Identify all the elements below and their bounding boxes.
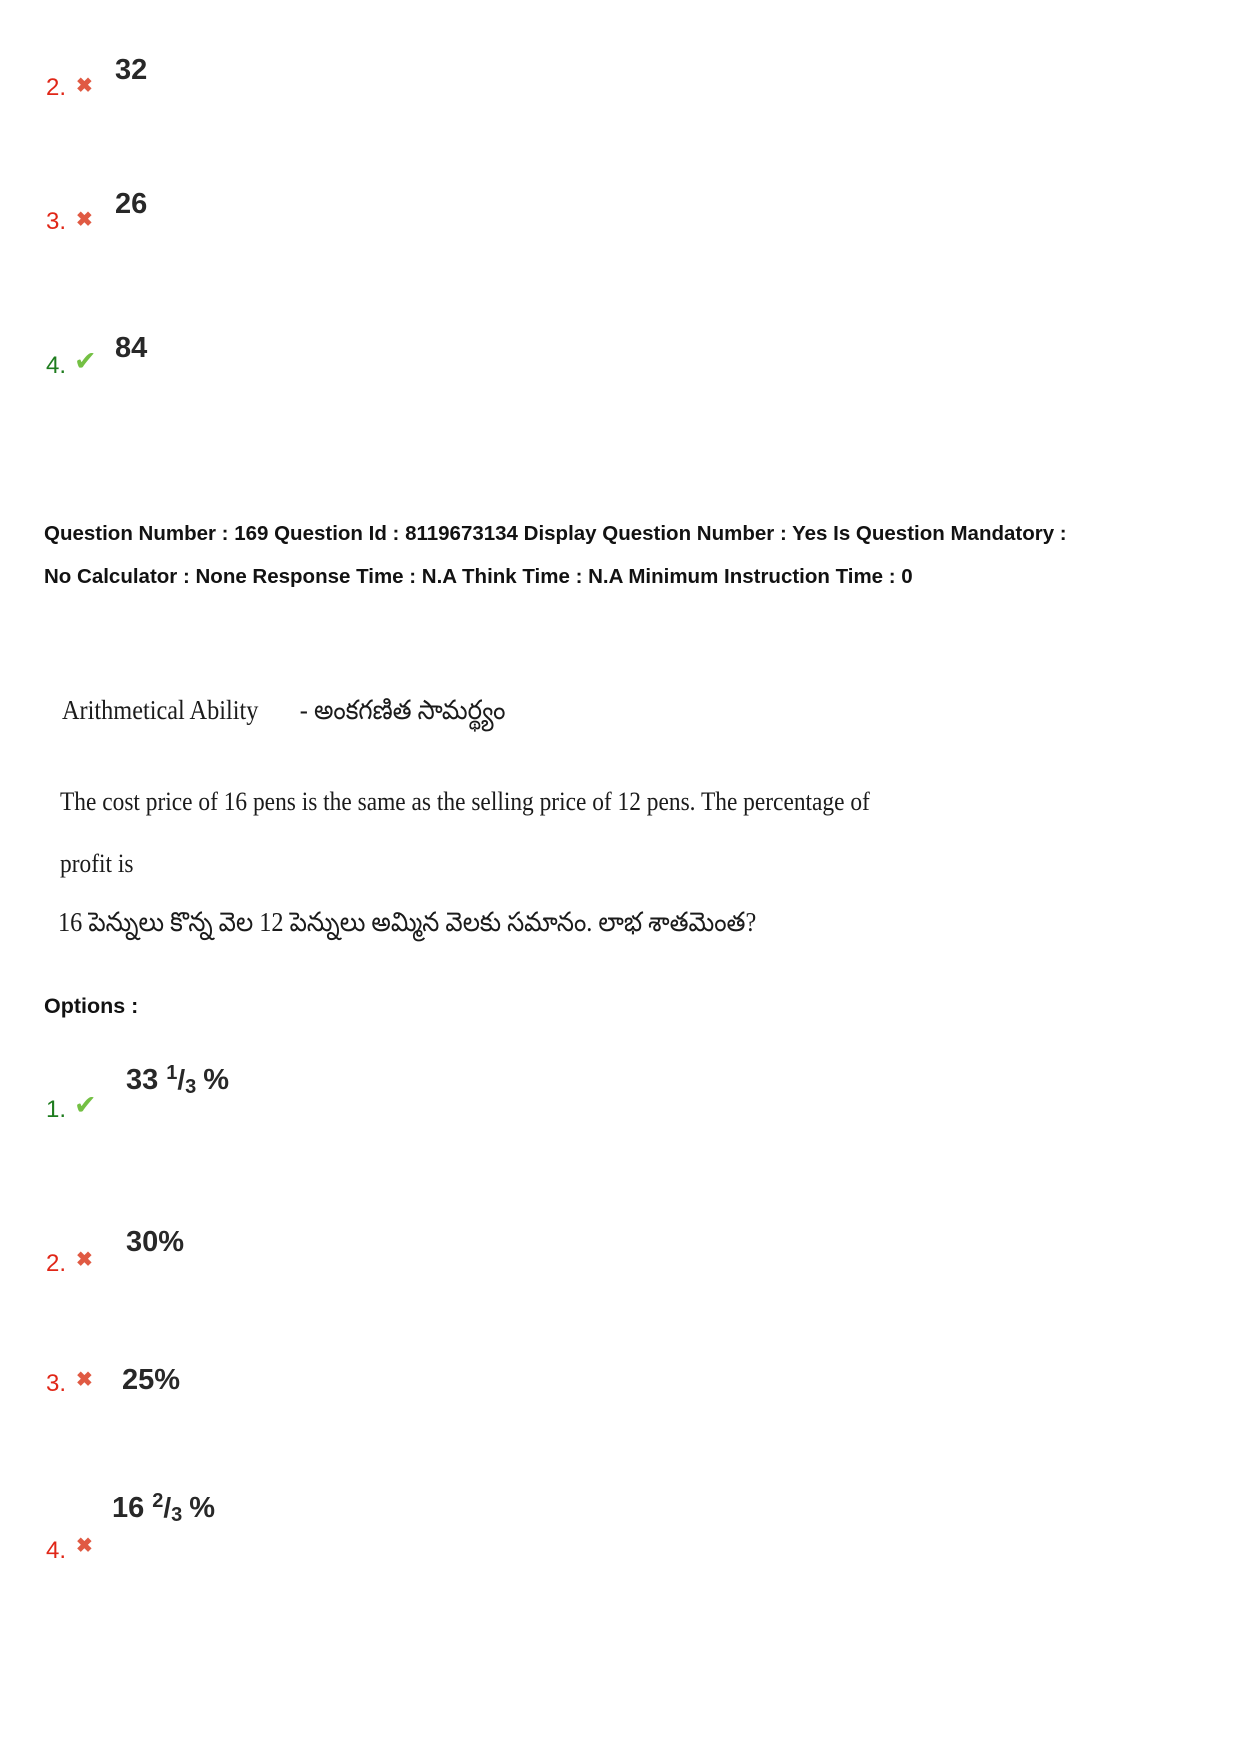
fraction-whole: 33 bbox=[126, 1064, 159, 1096]
fraction-slash: / bbox=[177, 1064, 186, 1095]
correct-icon: ✔ bbox=[74, 346, 97, 376]
option-value: 30% bbox=[126, 1226, 185, 1258]
option-number: 4. bbox=[46, 352, 67, 379]
question-metadata: Question Number : 169 Question Id : 8119673134 Display Question Number : Yes Is Question Mandatory : No Calculator : None Response Time : N.A Think Time : N.A Minimum Instruction Time : 0 bbox=[44, 522, 1067, 588]
option-value bbox=[112, 1492, 215, 1525]
question-text-line-2: profit is bbox=[60, 849, 134, 878]
option-number: 4. bbox=[46, 1537, 67, 1564]
wrong-icon: ✖ bbox=[76, 209, 93, 231]
correct-icon: ✔ bbox=[74, 1090, 97, 1120]
wrong-icon: ✖ bbox=[76, 1535, 93, 1557]
options-label: Options : bbox=[44, 994, 139, 1018]
option-number: 3. bbox=[46, 208, 67, 235]
option-value bbox=[126, 1064, 229, 1097]
option-number: 3. bbox=[46, 1370, 67, 1397]
section-heading-telugu: - అంకగణిత సామర్థ్యం bbox=[299, 695, 506, 725]
question-text-telugu: 16 పెన్నులు కొన్న వెల 12 పెన్నులు అమ్మిన వెలకు సమానం. లాభ శాతమెంత? bbox=[58, 907, 757, 937]
option-number: 2. bbox=[46, 1250, 67, 1277]
section-heading bbox=[62, 694, 505, 726]
wrong-icon: ✖ bbox=[76, 75, 93, 97]
fraction-numerator: 2 bbox=[152, 1490, 164, 1512]
fraction-numerator: 1 bbox=[166, 1062, 178, 1084]
option-value: 32 bbox=[115, 54, 148, 86]
question-text-line-1: The cost price of 16 pens is the same as the selling price of 12 pens. The percentage of bbox=[60, 787, 870, 816]
option-number: 2. bbox=[46, 74, 67, 101]
fraction-denominator: 3 bbox=[171, 1504, 183, 1526]
fraction-denominator: 3 bbox=[185, 1076, 197, 1098]
percent-sign: % bbox=[189, 1492, 216, 1524]
section-heading-english: Arithmetical Ability bbox=[62, 695, 259, 725]
option-value: 84 bbox=[115, 332, 148, 364]
fraction-whole: 16 bbox=[112, 1492, 145, 1524]
option-value: 25% bbox=[122, 1364, 181, 1396]
percent-sign: % bbox=[203, 1064, 230, 1096]
wrong-icon: ✖ bbox=[76, 1369, 93, 1391]
option-value: 26 bbox=[115, 188, 148, 220]
option-number: 1. bbox=[46, 1096, 67, 1123]
fraction-slash: / bbox=[163, 1492, 172, 1523]
wrong-icon: ✖ bbox=[76, 1249, 93, 1271]
